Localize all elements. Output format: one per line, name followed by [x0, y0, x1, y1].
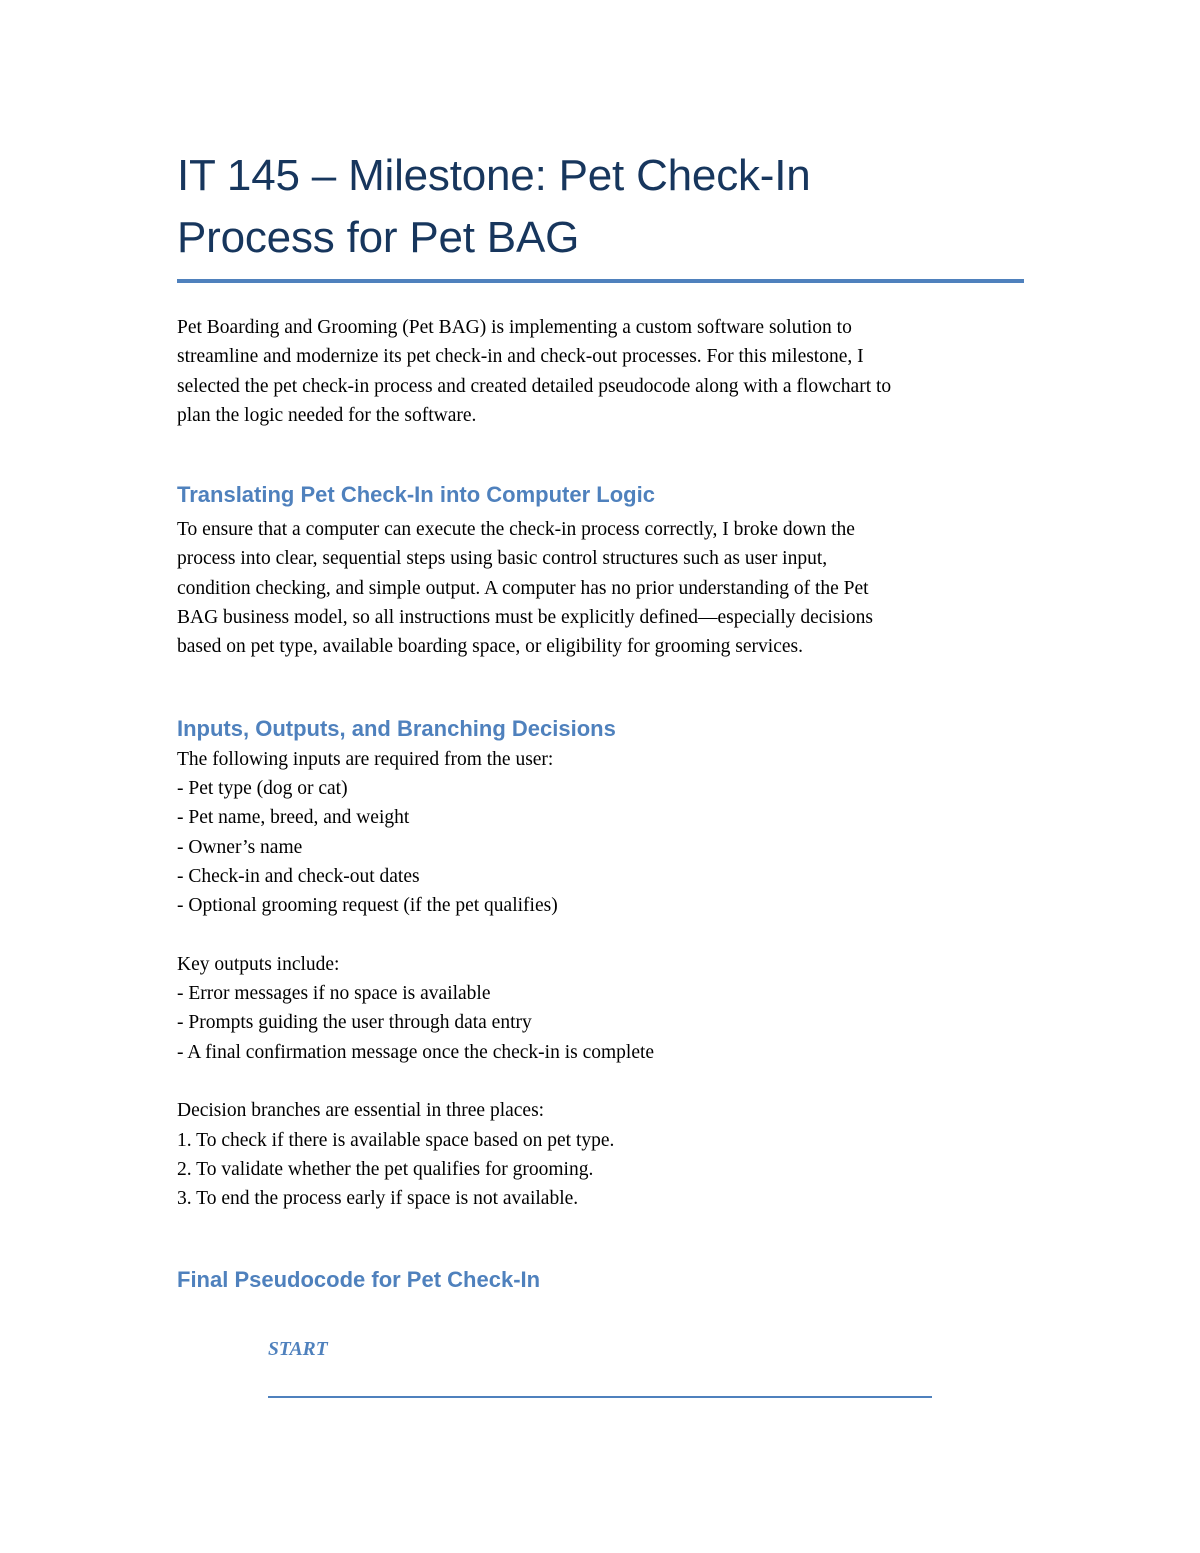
title-line-1: IT 145 – Milestone: Pet Check-In [177, 151, 811, 200]
list-item: - Owner’s name [177, 836, 303, 858]
translating-paragraph [177, 515, 1025, 661]
title-underline [177, 279, 1024, 283]
list-item: - Pet name, breed, and weight [177, 807, 410, 829]
blank-line [177, 920, 1025, 949]
translating-line: condition checking, and simple output. A computer has no prior understanding of the Pet [177, 577, 869, 599]
list-item: 2. To validate whether the pet qualifies for grooming. [177, 1158, 594, 1180]
heading-translating: Translating Pet Check-In into Computer Logic [177, 482, 655, 508]
list-item: 3. To end the process early if space is not available. [177, 1188, 579, 1210]
intro-line: streamline and modernize its pet check-in and check-out processes. For this milestone, I [177, 346, 864, 368]
pseudocode-start-label: START [268, 1339, 328, 1360]
heading-final-pseudocode: Final Pseudocode for Pet Check-In [177, 1267, 541, 1293]
document-content [177, 145, 1025, 1295]
outputs-intro: Key outputs include: [177, 953, 340, 975]
inputs-intro: The following inputs are required from the user: [177, 748, 554, 770]
pseudocode-block [268, 1336, 932, 1364]
intro-paragraph [177, 313, 1025, 430]
list-item: - Prompts guiding the user through data entry [177, 1012, 532, 1034]
heading-inputs-outputs: Inputs, Outputs, and Branching Decisions [177, 715, 616, 741]
translating-line: process into clear, sequential steps using basic control structures such as user input, [177, 548, 828, 570]
title-line-2: Process for Pet BAG [177, 213, 580, 262]
translating-line: To ensure that a computer can execute the check-in process correctly, I broke down the [177, 519, 855, 541]
list-item: - Check-in and check-out dates [177, 865, 420, 887]
blank-line [177, 1067, 1025, 1096]
document-title [177, 145, 1025, 269]
intro-line: selected the pet check-in process and created detailed pseudocode along with a flowchart to [177, 375, 892, 397]
list-item: - A final confirmation message once the check-in is complete [177, 1041, 655, 1063]
list-item: - Pet type (dog or cat) [177, 777, 348, 799]
pseudocode-divider [268, 1396, 932, 1398]
list-item: - Optional grooming request (if the pet qualifies) [177, 895, 558, 917]
decisions-intro: Decision branches are essential in three places: [177, 1100, 545, 1122]
list-item: - Error messages if no space is available [177, 983, 491, 1005]
translating-line: based on pet type, available boarding space, or eligibility for grooming services. [177, 636, 803, 658]
translating-line: BAG business model, so all instructions must be explicitly defined—especially decisions [177, 607, 873, 629]
list-item: 1. To check if there is available space based on pet type. [177, 1129, 615, 1151]
intro-line: plan the logic needed for the software. [177, 404, 477, 426]
intro-line: Pet Boarding and Grooming (Pet BAG) is implementing a custom software solution to [177, 317, 852, 338]
inputs-outputs-body [177, 745, 1025, 1214]
